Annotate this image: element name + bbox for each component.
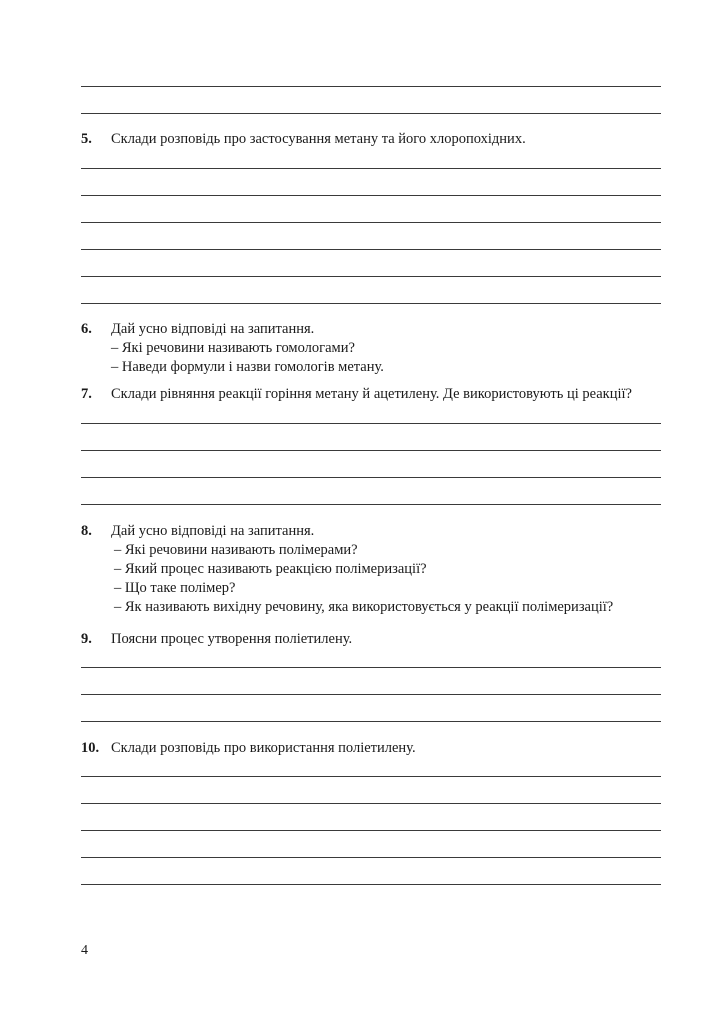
question-number: 9. — [81, 631, 92, 647]
question-number: 6. — [81, 321, 92, 337]
answer-line[interactable] — [81, 504, 661, 505]
question-number: 7. — [81, 386, 92, 402]
answer-line[interactable] — [81, 477, 661, 478]
answer-line[interactable] — [81, 249, 661, 250]
question-text: Склади рівняння реакції горіння метану й ацетилену. Де використовують ці реакції? — [111, 386, 632, 402]
answer-line[interactable] — [81, 423, 661, 424]
answer-line[interactable] — [81, 667, 661, 668]
question-number: 10. — [81, 740, 100, 756]
page-number: 4 — [81, 943, 88, 958]
question-8 — [81, 522, 314, 541]
question-7 — [81, 385, 632, 404]
answer-line[interactable] — [81, 857, 661, 858]
answer-line[interactable] — [81, 113, 661, 114]
sub-question: – Що таке полімер? — [114, 580, 236, 596]
answer-line[interactable] — [81, 450, 661, 451]
answer-line[interactable] — [81, 884, 661, 885]
answer-line[interactable] — [81, 830, 661, 831]
question-6 — [81, 320, 314, 339]
question-text: Дай усно відповіді на запитання. — [111, 321, 315, 337]
sub-question: – Який процес називають реакцією полімеризації? — [114, 561, 427, 577]
answer-line[interactable] — [81, 776, 661, 777]
answer-line[interactable] — [81, 303, 661, 304]
answer-line[interactable] — [81, 222, 661, 223]
answer-line[interactable] — [81, 168, 661, 169]
question-text: Поясни процес утворення поліетилену. — [111, 631, 353, 647]
sub-question: – Які речовини називають гомологами? — [111, 340, 355, 356]
answer-line[interactable] — [81, 694, 661, 695]
question-text: Дай усно відповіді на запитання. — [111, 523, 315, 539]
answer-line[interactable] — [81, 86, 661, 87]
question-10 — [81, 739, 416, 758]
answer-line[interactable] — [81, 803, 661, 804]
question-text: Склади розповідь про використання поліетилену. — [111, 740, 416, 756]
question-number: 5. — [81, 131, 92, 147]
sub-question: – Наведи формули і назви гомологів метану. — [111, 359, 384, 375]
answer-line[interactable] — [81, 276, 661, 277]
question-number: 8. — [81, 523, 92, 539]
answer-line[interactable] — [81, 721, 661, 722]
answer-line[interactable] — [81, 195, 661, 196]
question-9 — [81, 630, 352, 649]
sub-question: – Як називають вихідну речовину, яка використовується у реакції полімеризації? — [114, 599, 614, 615]
question-5 — [81, 130, 526, 149]
sub-question: – Які речовини називають полімерами? — [114, 542, 358, 558]
question-text: Склади розповідь про застосування метану та його хлоропохідних. — [111, 131, 526, 147]
